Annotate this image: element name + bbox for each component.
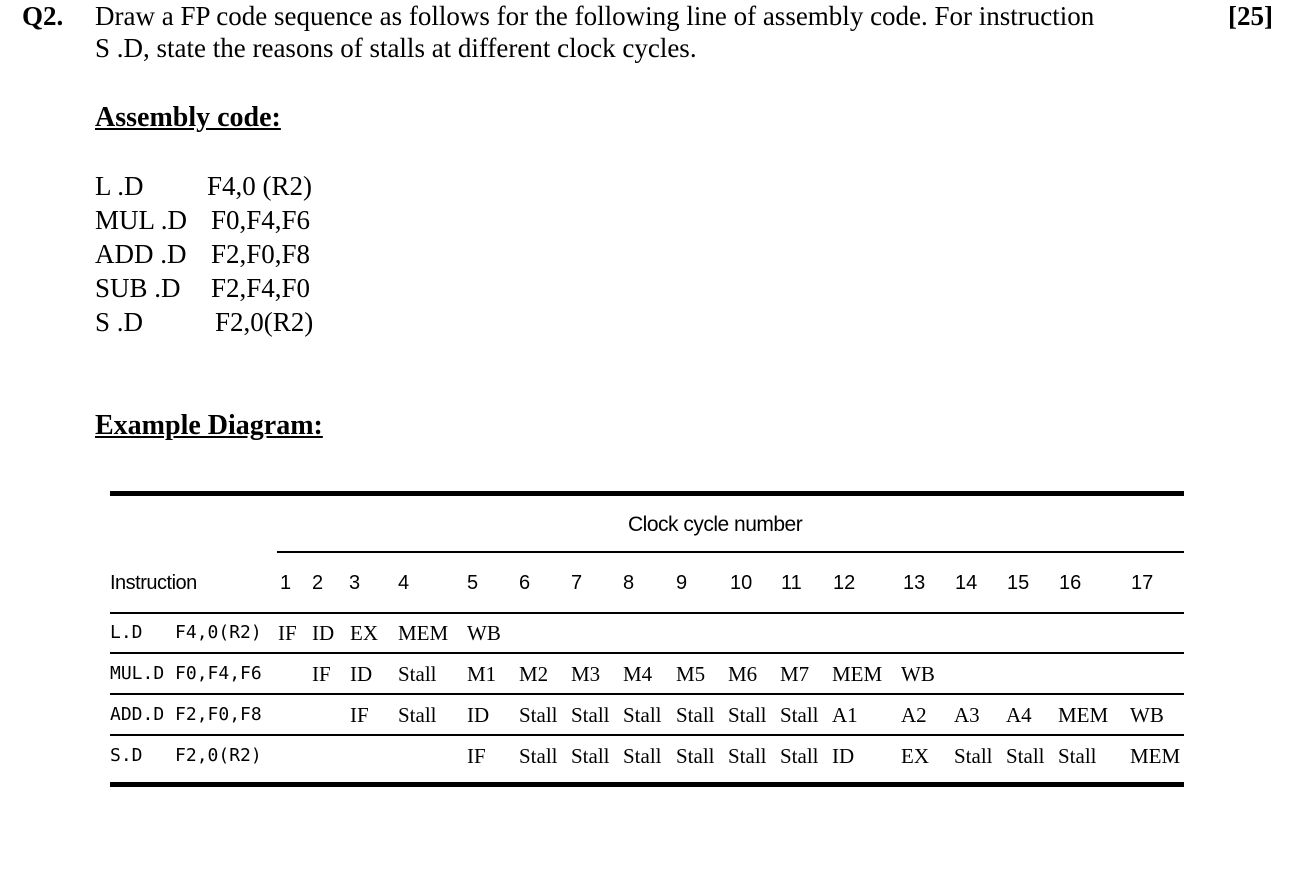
pipeline-stage-cell: EX	[350, 621, 378, 645]
assembly-heading: Assembly code:	[95, 102, 281, 133]
pipeline-stage-cell: IF	[467, 744, 486, 768]
pipeline-stage-cell: M3	[571, 662, 601, 686]
cycle-number-3: 3	[349, 572, 361, 594]
pipeline-stage-cell: Stall	[519, 703, 558, 727]
assembly-operands: F2,0(R2)	[215, 307, 314, 337]
cycle-number-15: 15	[1007, 572, 1030, 594]
cycle-number-9: 9	[676, 572, 688, 594]
pipeline-stage-cell: M7	[780, 662, 810, 686]
clock-cycle-title: Clock cycle number	[628, 513, 803, 536]
pipeline-stage-cell: Stall	[1006, 744, 1045, 768]
cycle-number-10: 10	[730, 572, 753, 594]
assembly-opcode: ADD .D	[95, 239, 187, 269]
pipeline-stage-cell: Stall	[676, 703, 715, 727]
cycle-number-12: 12	[833, 572, 856, 594]
pipeline-stage-cell: WB	[901, 662, 935, 686]
pipeline-stage-cell: Stall	[623, 703, 662, 727]
pipeline-stage-cell: MEM	[398, 621, 449, 645]
instruction-cell: MUL.D F0,F4,F6	[110, 663, 262, 684]
cycle-number-13: 13	[903, 572, 926, 594]
instruction-cell: S.D F2,0(R2)	[110, 745, 262, 766]
table-bottom-rule	[110, 782, 1184, 787]
cycle-number-7: 7	[571, 572, 583, 594]
pipeline-stage-cell: Stall	[954, 744, 993, 768]
question-text-line-1: Draw a FP code sequence as follows for the following line of assembly code. For instruction	[95, 1, 1095, 31]
question-marks: [25]	[1228, 1, 1273, 31]
assembly-operands: F4,0 (R2)	[207, 171, 313, 201]
pipeline-stage-cell: M1	[467, 662, 497, 686]
pipeline-stage-cell: Stall	[728, 703, 767, 727]
pipeline-stage-cell: IF	[312, 662, 331, 686]
assembly-opcode: L .D	[95, 171, 144, 201]
pipeline-stage-cell: A3	[954, 703, 980, 727]
pipeline-stage-cell: M4	[623, 662, 653, 686]
table-row-divider	[110, 734, 1184, 736]
pipeline-stage-cell: MEM	[1130, 744, 1181, 768]
pipeline-stage-cell: M6	[728, 662, 758, 686]
pipeline-stage-cell: Stall	[676, 744, 715, 768]
pipeline-stage-cell: Stall	[519, 744, 558, 768]
pipeline-stage-cell: Stall	[623, 744, 662, 768]
pipeline-stage-cell: Stall	[780, 744, 819, 768]
pipeline-stage-cell: Stall	[398, 703, 437, 727]
pipeline-stage-cell: IF	[278, 621, 297, 645]
instruction-cell: L.D F4,0(R2)	[110, 622, 262, 643]
pipeline-stage-cell: Stall	[780, 703, 819, 727]
cycle-number-6: 6	[519, 572, 531, 594]
pipeline-stage-cell: EX	[901, 744, 929, 768]
assembly-operands: F2,F4,F0	[211, 273, 311, 303]
cycle-number-1: 1	[280, 572, 292, 594]
pipeline-stage-cell: Stall	[1058, 744, 1097, 768]
pipeline-stage-cell: M2	[519, 662, 549, 686]
pipeline-stage-cell: Stall	[571, 744, 610, 768]
assembly-operands: F2,F0,F8	[211, 239, 311, 269]
pipeline-stage-cell: MEM	[832, 662, 883, 686]
pipeline-stage-cell: M5	[676, 662, 706, 686]
assembly-opcode: MUL .D	[95, 205, 187, 235]
cycle-number-5: 5	[467, 572, 479, 594]
pipeline-stage-cell: MEM	[1058, 703, 1109, 727]
assembly-operands: F0,F4,F6	[211, 205, 311, 235]
cycle-number-8: 8	[623, 572, 635, 594]
cycle-number-17: 17	[1131, 572, 1154, 594]
instruction-cell: ADD.D F2,F0,F8	[110, 704, 262, 725]
pipeline-stage-cell: A2	[901, 703, 927, 727]
cycle-number-11: 11	[781, 572, 802, 594]
question-text-line-2: S .D, state the reasons of stalls at different clock cycles.	[95, 33, 697, 63]
pipeline-stage-cell: A4	[1006, 703, 1032, 727]
pipeline-stage-cell: Stall	[571, 703, 610, 727]
table-row-divider	[110, 652, 1184, 654]
table-header-bottom-rule	[110, 612, 1184, 614]
pipeline-stage-cell: Stall	[728, 744, 767, 768]
cycle-number-14: 14	[955, 572, 978, 594]
pipeline-stage-cell: ID	[467, 703, 490, 727]
pipeline-stage-cell: IF	[350, 703, 369, 727]
pipeline-stage-cell: Stall	[398, 662, 437, 686]
assembly-opcode: S .D	[95, 307, 144, 337]
pipeline-stage-cell: ID	[350, 662, 373, 686]
cycle-number-2: 2	[312, 572, 324, 594]
table-row-divider	[110, 693, 1184, 695]
pipeline-stage-cell: WB	[467, 621, 501, 645]
pipeline-stage-cell: ID	[832, 744, 855, 768]
table-header-divider	[277, 551, 1184, 553]
assembly-opcode: SUB .D	[95, 273, 181, 303]
pipeline-stage-cell: ID	[312, 621, 335, 645]
cycle-number-4: 4	[398, 572, 410, 594]
example-heading: Example Diagram:	[95, 410, 323, 441]
cycle-number-16: 16	[1059, 572, 1082, 594]
pipeline-stage-cell: WB	[1130, 703, 1164, 727]
instruction-column-header: Instruction	[110, 572, 197, 594]
question-number: Q2.	[22, 1, 64, 31]
table-top-rule	[110, 491, 1184, 496]
pipeline-stage-cell: A1	[832, 703, 858, 727]
